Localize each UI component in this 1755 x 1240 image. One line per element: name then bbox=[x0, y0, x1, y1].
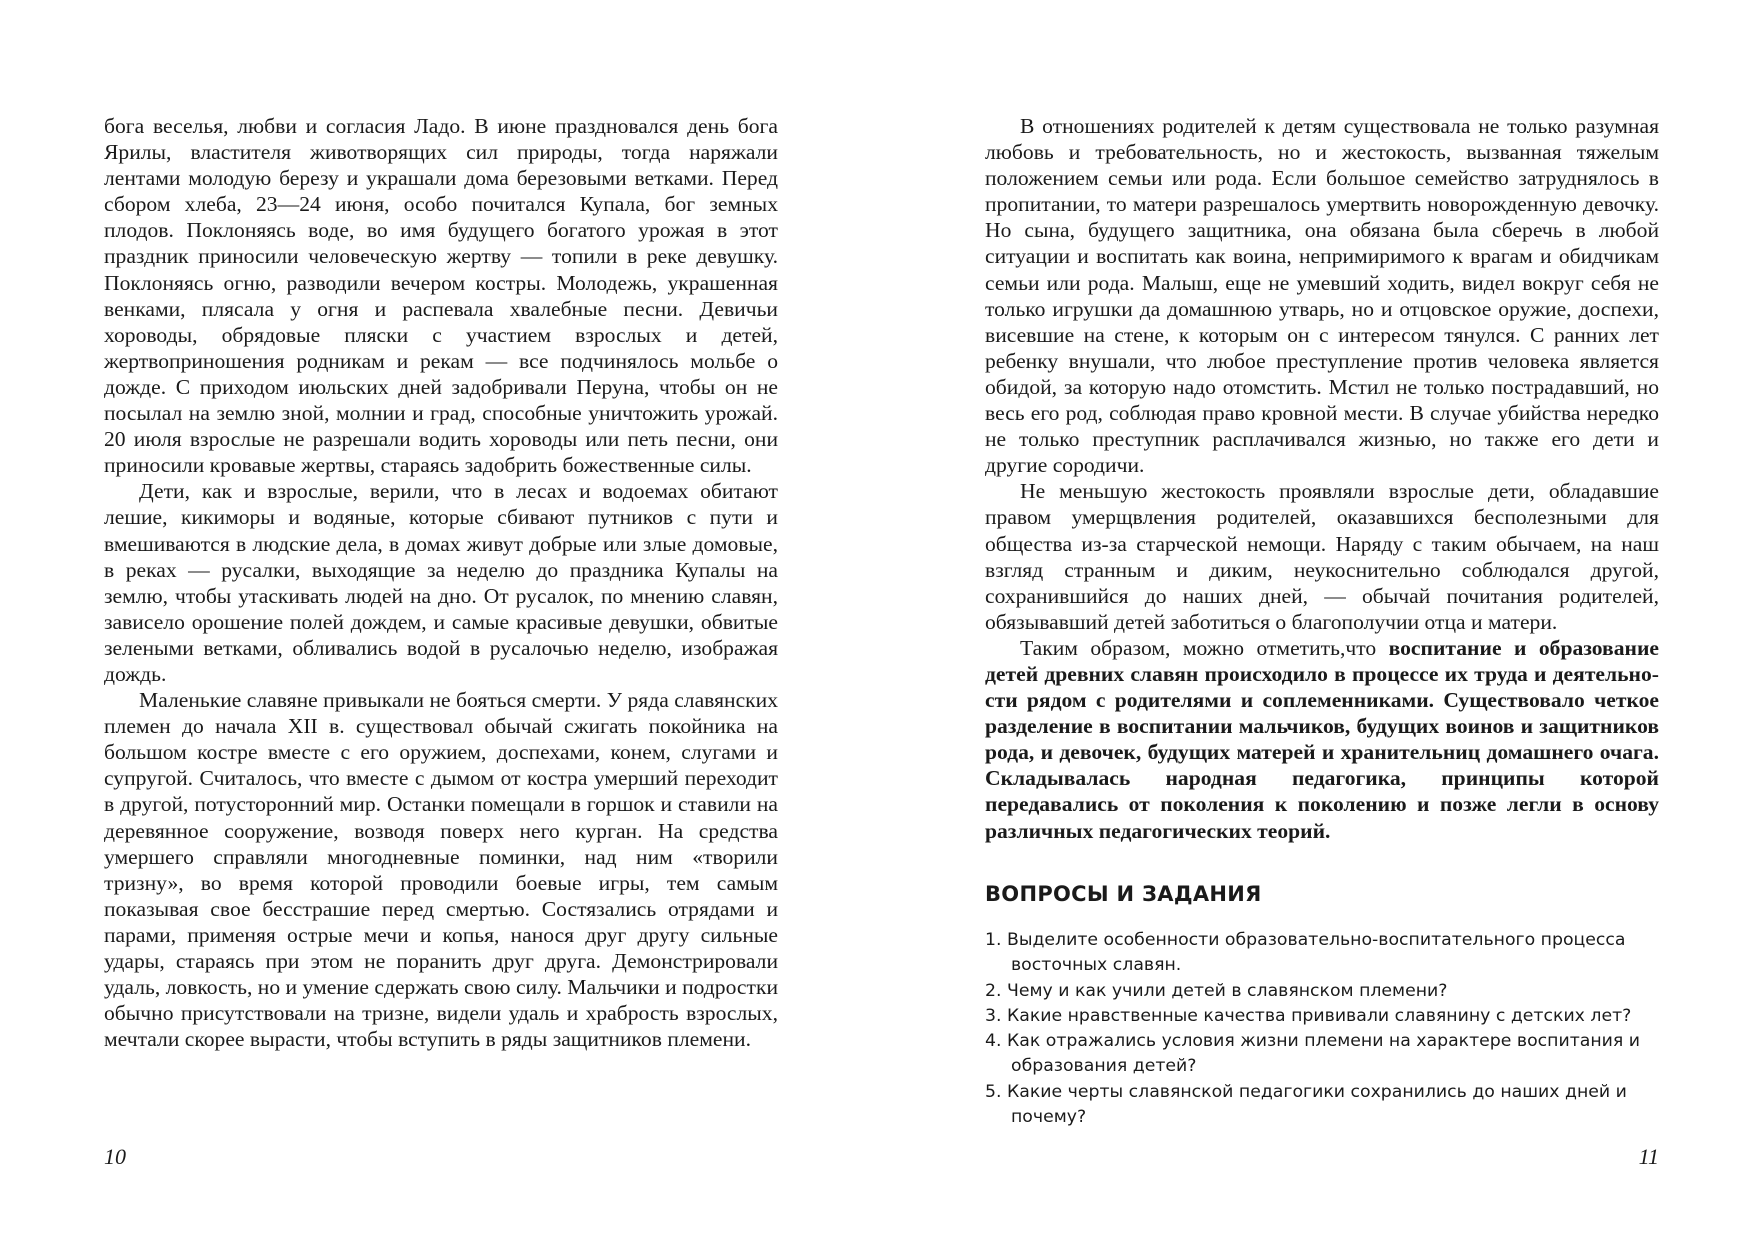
summary-bold-first: воспитание и образование bbox=[1388, 635, 1659, 660]
right-paragraph-1: В отношениях родителей к детям существовала не только разумная любовь и требовательность, но и жестокость, вызванная тяжелым положением семьи или рода. Если большое семейство затруднялось в пропитании, то матери разрешалось умертвить новорожденную девочку. Но сына, будущего защитника, она обязана была сберечь в любой ситуации и воспитать как воина, непримиримого к врагам и обидчикам семьи или рода. Малыш, еще не умевший ходить, видел вокруг себя не только игрушки да домашнюю утварь, но и отцовское оружие, доспехи, висевшие на стене, к которым он с интересом тянулся. С ранних лет ребенку внушали, что любое преступление против человека является обидой, за которую надо отомстить. Мстил не только пострадавший, но весь его род, соблюдая право кровной мести. В случае убийства нередко не только преступник расплачивался жизнью, но также его дети и другие сородичи. bbox=[985, 114, 1659, 478]
summary-bold-rest: детей древних славян происходило в процессе их труда и деятельности рядом с родителями и соплеменниками. Существовало четкое разделение в воспитании мальчиков, будущих воинов и защитников рода, и девочек, будущих матерей и хранительниц домашнего очага. Складывалась народная педагогика, принципы которой передавались от поколения к поколению и позже легли в основу различных педагогических теорий. bbox=[985, 661, 1659, 843]
page-number-left: 10 bbox=[104, 1144, 126, 1169]
question-4-continuation: образования детей? bbox=[1011, 1056, 1197, 1077]
questions-list bbox=[985, 928, 1659, 1130]
question-item-4 bbox=[985, 1029, 1659, 1080]
right-text-column bbox=[985, 113, 1659, 844]
question-5-text: 5. Какие черты славянской педагогики сохранились до наших дней и bbox=[985, 1081, 1627, 1102]
right-paragraph-2: Не меньшую жестокость проявляли взрослые дети, обладавшие правом умерщвления родителей, оказавшихся бесполезными для общества из-за старческой немощи. Наряду с таким обычаем, на наш взгляд странным и диким, неукоснительно соблюдался другой, сохранившийся до наших дней, — обычай почитания родителей, обязывавший детей заботиться о благополучии отца и матери. bbox=[985, 479, 1659, 634]
right-page bbox=[877, 0, 1755, 1240]
page-number-right: 11 bbox=[1638, 1144, 1659, 1169]
left-paragraph-2: Дети, как и взрослые, верили, что в лесах и водоемах обитают лешие, кикиморы и водяные, которые сбивают путников с пути и вмешиваются в людские дела, в домах живут добрые или злые домовые, в реках — русалки, выходящие за неделю до праздника Купалы на землю, чтобы утаскивать людей на дно. От русалок, по мнению славян, зависело орошение полей дождем, и самые красивые девушки, обвитые зелеными ветками, обливались водой в русалочью неделю, изображая дождь. bbox=[104, 479, 778, 686]
summary-intro: Таким образом, можно отметить,что bbox=[1020, 635, 1389, 660]
section-heading-questions: ВОПРОСЫ И ЗАДАНИЯ bbox=[985, 882, 1262, 906]
question-1-text: 1. Выделите особенности образовательно-воспитательного процесса bbox=[985, 930, 1626, 950]
question-2-text: 2. Чему и как учили детей в славянском племени? bbox=[985, 980, 1448, 1001]
question-item-3 bbox=[985, 1004, 1659, 1029]
question-item-5 bbox=[985, 1080, 1659, 1131]
question-4-text: 4. Как отражались условия жизни племени на характере воспитания и bbox=[985, 1031, 1640, 1052]
left-paragraph-3: Маленькие славяне привыкали не бояться смерти. У ряда славянских племен до начала XII в. существовал обычай сжигать покойника на большом костре вместе с его оружием, доспехами, конем, слугами и супругой. Считалось, что вместе с дымом от костра умерший переходит в другой, потусторонний мир. Останки помещали в горшок и ставили на деревянное сооружение, возводя поверх него курган. На средства умершего справляли многодневные поминки, над ним «творили тризну», во время которой проводили боевые игры, тем самым показывая свое бесстрашие перед смертью. Состязались отрядами и парами, применяя острые мечи и копья, нанося друг другу сильные удары, стараясь при этом не поранить друг друга. Демонстрировали удаль, ловкость, но и умение сдержать свою силу. Мальчики и подростки обычно присутствовали на тризне, видели удаль и храбрость взрослых, мечтали скорее вырасти, чтобы вступить в ряды защитников племени. bbox=[104, 688, 778, 1052]
question-1-continuation: восточных славян. bbox=[1011, 955, 1182, 976]
question-item-1 bbox=[985, 928, 1659, 979]
left-paragraph-1: бога веселья, любви и согласия Ладо. В июне праздновался день бога Ярилы, властителя животворящих сил природы, тогда наряжали лентами молодую березу и украшали дома березовыми ветками. Перед сбором хлеба, 23—24 июня, особо почитался Купала, бог земных плодов. Поклоняясь воде, во имя будущего богатого урожая в этот праздник приносили человеческую жертву — топили в реке девушку. Поклоняясь огню, разводили вечером костры. Молодежь, украшенная венками, плясала у огня и распевала хвалебные песни. Девичьи хороводы, обрядовые пляски с участием взрослых и детей, жертвоприношения родникам и рекам — все подчинялось мольбе о дожде. С приходом июльских дней задобривали Перуна, чтобы он не посылал на землю зной, молнии и град, способные уничтожить урожай. 20 июля взрослые не разрешали водить хороводы или петь песни, они приносили кровавые жертвы, стараясь задобрить божественные силы. bbox=[104, 114, 778, 478]
left-page bbox=[0, 0, 877, 1240]
question-item-2 bbox=[985, 979, 1659, 1004]
right-paragraph-3-summary bbox=[985, 635, 1659, 844]
left-text-column bbox=[104, 113, 778, 1052]
question-3-text: 3. Какие нравственные качества прививали славянину с детских лет? bbox=[985, 1005, 1632, 1026]
question-5-continuation: почему? bbox=[1011, 1107, 1087, 1128]
